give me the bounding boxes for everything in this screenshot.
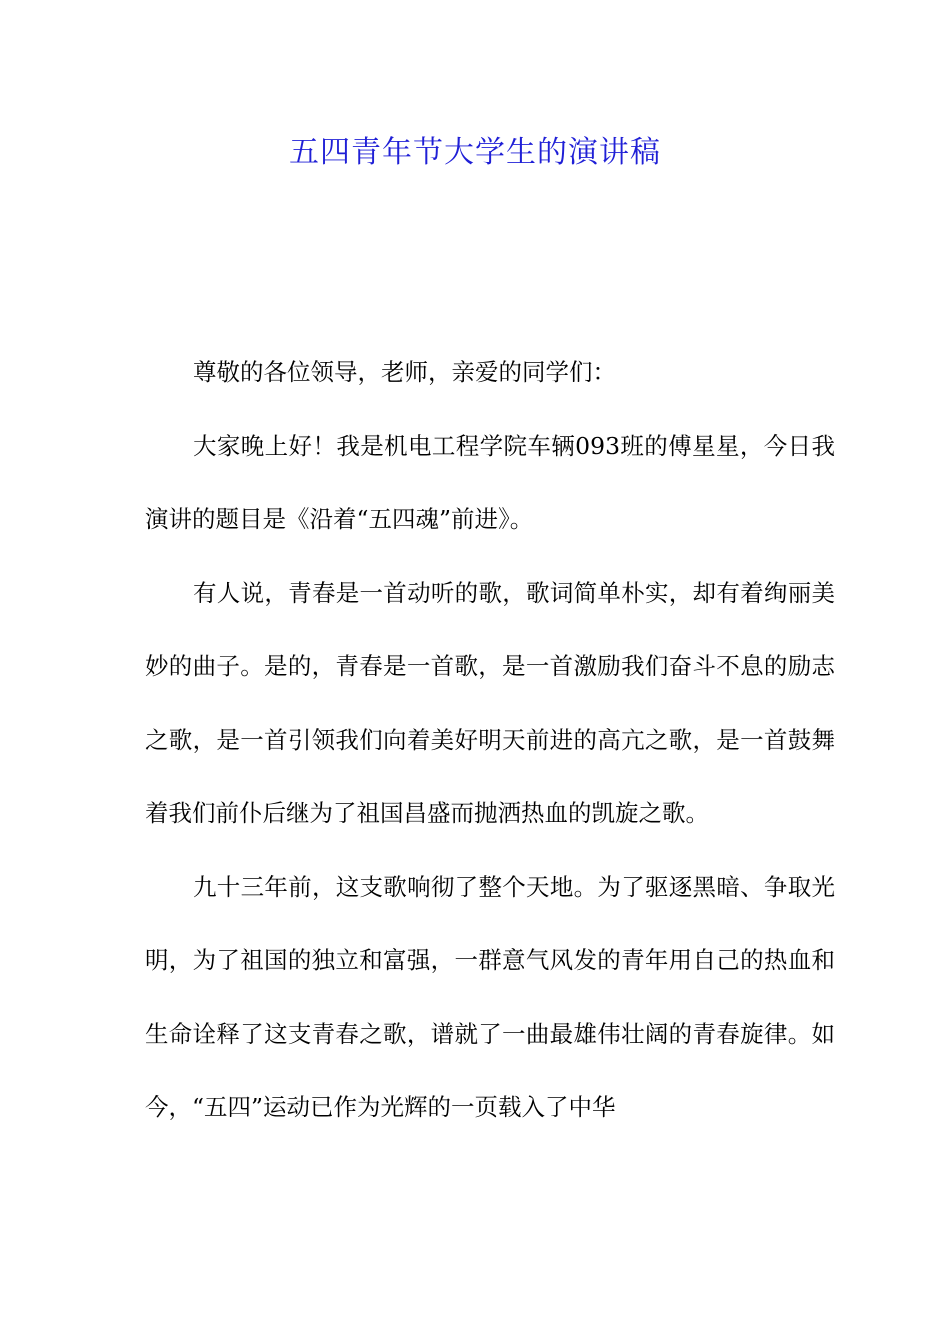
paragraph-youth-song: 有人说，青春是一首动听的歌，歌词简单朴实，却有着绚丽美妙的曲子。是的，青春是一首歌，是一首激励我们奋斗不息的励志之歌，是一首引领我们向着美好明天前进的高亢之歌，是一首鼓舞着我们前仆后继为了祖国昌盛而抛洒热血的凯旋之歌。: [145, 578, 835, 827]
paragraph-greeting: 大家晚上好！我是机电工程学院车辆093班的傅星星，今日我演讲的题目是《沿着“五四魂”前进》。: [145, 431, 835, 533]
document-title: 五四青年节大学生的演讲稿: [289, 135, 661, 170]
paragraph-history: 九十三年前，这支歌响彻了整个天地。为了驱逐黑暗、争取光明，为了祖国的独立和富强，一群意气风发的青年用自己的热血和生命诠释了这支青春之歌，谱就了一曲最雄伟壮阔的青春旋律。如今，“五四”运动已作为光辉的一页载入了中华: [145, 872, 835, 1121]
paragraph-salutation: 尊敬的各位领导，老师，亲爱的同学们：: [193, 358, 616, 386]
document-body: [145, 336, 835, 1145]
